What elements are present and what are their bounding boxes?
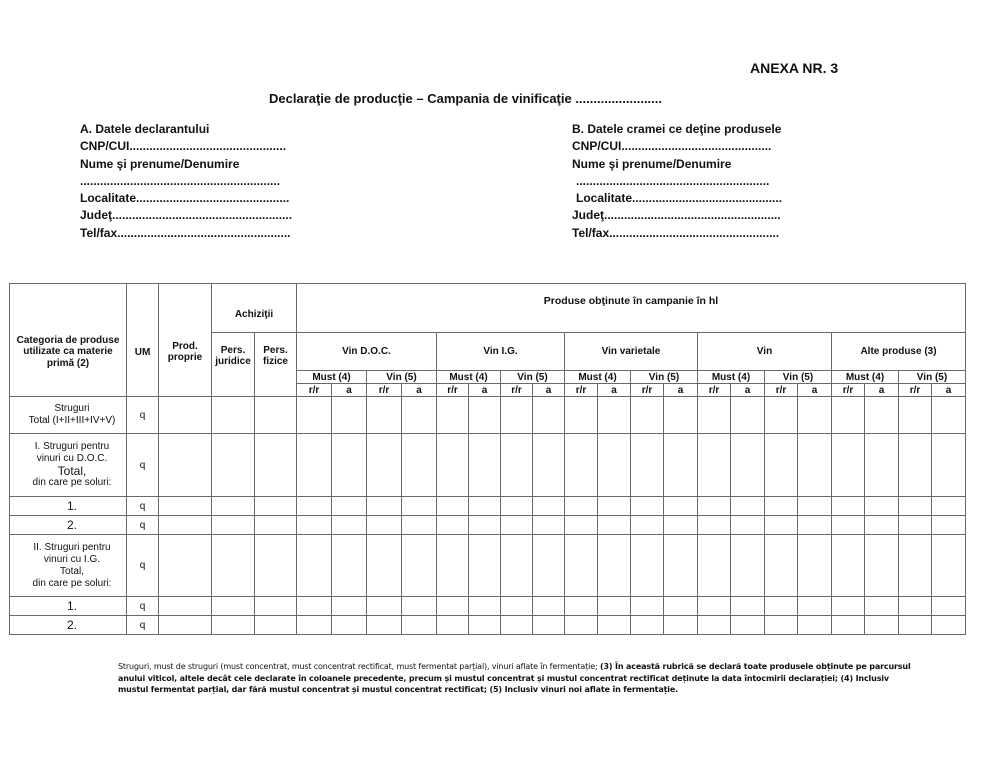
data-cell[interactable] xyxy=(255,535,297,597)
header-rr: r/r xyxy=(297,384,332,397)
data-cell[interactable] xyxy=(565,535,598,597)
data-cell[interactable] xyxy=(402,535,437,597)
data-cell[interactable] xyxy=(798,516,832,535)
data-cell[interactable] xyxy=(598,497,631,516)
data-cell[interactable] xyxy=(664,616,698,635)
data-cell[interactable] xyxy=(698,434,731,497)
data-cell[interactable] xyxy=(598,516,631,535)
header-prod-proprie: Prod. proprie xyxy=(159,284,212,397)
data-cell[interactable] xyxy=(402,616,437,635)
header-vin: Vin xyxy=(698,333,832,371)
data-cell[interactable] xyxy=(533,597,565,616)
data-cell[interactable] xyxy=(932,597,966,616)
header-rr: r/r xyxy=(832,384,865,397)
winery-phone-field[interactable]: Tel/fax................................................... xyxy=(572,225,780,240)
data-cell[interactable] xyxy=(698,497,731,516)
data-cell[interactable] xyxy=(731,516,765,535)
data-cell[interactable] xyxy=(765,597,798,616)
data-cell[interactable] xyxy=(932,516,966,535)
data-cell[interactable] xyxy=(631,597,664,616)
row-label-line: Struguri xyxy=(54,403,90,414)
data-cell[interactable] xyxy=(932,535,966,597)
declarant-name-label: Nume şi prenume/Denumire xyxy=(80,156,240,171)
row-um: q xyxy=(127,516,159,535)
data-cell[interactable] xyxy=(565,397,598,434)
declarant-locality-field[interactable]: Localitate.............................................. xyxy=(80,191,290,206)
data-cell[interactable] xyxy=(865,516,899,535)
data-cell[interactable] xyxy=(255,516,297,535)
data-cell[interactable] xyxy=(631,616,664,635)
data-cell[interactable] xyxy=(297,535,332,597)
data-cell[interactable] xyxy=(437,516,469,535)
row-label-line: vinuri cu D.O.C. xyxy=(36,453,108,464)
data-cell[interactable] xyxy=(932,497,966,516)
data-cell[interactable] xyxy=(664,535,698,597)
header-produse-obtinute: Produse obţinute în campanie în hl xyxy=(297,284,966,333)
data-cell[interactable] xyxy=(798,397,832,434)
data-cell[interactable] xyxy=(765,516,798,535)
data-cell[interactable] xyxy=(437,535,469,597)
header-rr: r/r xyxy=(367,384,402,397)
data-cell[interactable] xyxy=(255,397,297,434)
data-cell[interactable] xyxy=(367,497,402,516)
data-cell[interactable] xyxy=(865,597,899,616)
row-um: q xyxy=(127,397,159,434)
data-cell[interactable] xyxy=(698,516,731,535)
winery-name-field[interactable]: .......................................................... xyxy=(576,173,770,188)
data-cell[interactable] xyxy=(297,597,332,616)
data-cell[interactable] xyxy=(212,397,255,434)
data-cell[interactable] xyxy=(865,535,899,597)
annex-number: ANEXA NR. 3 xyxy=(750,60,839,76)
header-a: a xyxy=(402,384,437,397)
header-a: a xyxy=(469,384,501,397)
data-cell[interactable] xyxy=(765,616,798,635)
data-cell[interactable] xyxy=(469,597,501,616)
row-label-line: din care pe soluri: xyxy=(32,577,112,589)
row-label-line: 1. xyxy=(66,599,77,613)
data-cell[interactable] xyxy=(698,616,731,635)
data-cell[interactable] xyxy=(631,397,664,434)
data-cell[interactable] xyxy=(212,434,255,497)
data-cell[interactable] xyxy=(731,535,765,597)
data-cell[interactable] xyxy=(212,516,255,535)
data-cell[interactable] xyxy=(297,434,332,497)
header-rr: r/r xyxy=(698,384,731,397)
data-cell[interactable] xyxy=(332,397,367,434)
declarant-cnp-field[interactable]: CNP/CUI............................................... xyxy=(80,139,287,154)
header-a: a xyxy=(664,384,698,397)
data-cell[interactable] xyxy=(533,397,565,434)
data-cell[interactable] xyxy=(899,497,932,516)
row-category-label xyxy=(10,616,127,635)
data-cell[interactable] xyxy=(598,616,631,635)
data-cell[interactable] xyxy=(367,616,402,635)
header-vin-doc: Vin D.O.C. xyxy=(297,333,437,371)
row-category-label xyxy=(10,597,127,616)
data-cell[interactable] xyxy=(832,397,865,434)
row-category-label xyxy=(10,497,127,516)
winery-locality-field[interactable]: Localitate............................................. xyxy=(576,191,783,206)
data-cell[interactable] xyxy=(367,434,402,497)
data-cell[interactable] xyxy=(798,616,832,635)
header-rr: r/r xyxy=(765,384,798,397)
table-row xyxy=(10,535,966,597)
data-cell[interactable] xyxy=(469,516,501,535)
data-cell[interactable] xyxy=(731,397,765,434)
data-cell[interactable] xyxy=(598,434,631,497)
header-achizitii: Achiziţii xyxy=(212,284,297,333)
declarant-county-field[interactable]: Judeţ...................................................... xyxy=(80,208,293,223)
header-rr: r/r xyxy=(437,384,469,397)
data-cell[interactable] xyxy=(664,597,698,616)
data-cell[interactable] xyxy=(212,616,255,635)
footnote-3-4-5: (3) În această rubrică se declară toate produsele obținute pe parcursul anului viticol, altele decât cele declarate în coloanele precedente, precum și mustul concentrat și mustul concentrat rectificat deținute la data întocmirii declarației; (4) Inclusiv mustul fermentat parțial, dar fără mustul concentrat și mustul concentrat rectificat; (5) Inclusiv vinuri noi aflate în fermentație. xyxy=(118,662,911,694)
header-rr: r/r xyxy=(899,384,932,397)
header-rr: r/r xyxy=(631,384,664,397)
data-cell[interactable] xyxy=(332,597,367,616)
data-cell[interactable] xyxy=(832,497,865,516)
data-cell[interactable] xyxy=(565,434,598,497)
data-cell[interactable] xyxy=(437,497,469,516)
data-cell[interactable] xyxy=(899,535,932,597)
header-must-sub: Must (4) xyxy=(832,371,899,384)
row-label-line: I. Struguri pentru xyxy=(34,441,110,452)
data-cell[interactable] xyxy=(501,516,533,535)
header-vin-varietale: Vin varietale xyxy=(565,333,698,371)
data-cell[interactable] xyxy=(469,616,501,635)
data-cell[interactable] xyxy=(437,397,469,434)
data-cell[interactable] xyxy=(332,434,367,497)
data-cell[interactable] xyxy=(159,516,212,535)
data-cell[interactable] xyxy=(664,497,698,516)
header-must-sub: Must (4) xyxy=(437,371,501,384)
header-a: a xyxy=(533,384,565,397)
header-category: Categoria de produse utilizate ca materie primă (2) xyxy=(10,284,127,397)
data-cell[interactable] xyxy=(212,497,255,516)
data-cell[interactable] xyxy=(798,434,832,497)
data-cell[interactable] xyxy=(698,535,731,597)
data-cell[interactable] xyxy=(159,397,212,434)
data-cell[interactable] xyxy=(664,434,698,497)
data-cell[interactable] xyxy=(501,497,533,516)
data-cell[interactable] xyxy=(367,535,402,597)
winery-cnp-field[interactable]: CNP/CUI............................................. xyxy=(572,139,772,154)
data-cell[interactable] xyxy=(212,597,255,616)
data-cell[interactable] xyxy=(731,497,765,516)
data-cell[interactable] xyxy=(533,497,565,516)
data-cell[interactable] xyxy=(565,616,598,635)
data-cell[interactable] xyxy=(932,434,966,497)
data-cell[interactable] xyxy=(731,597,765,616)
data-cell[interactable] xyxy=(932,616,966,635)
data-cell[interactable] xyxy=(832,535,865,597)
table-row xyxy=(10,397,966,434)
header-must-sub: Must (4) xyxy=(297,371,367,384)
data-cell[interactable] xyxy=(159,597,212,616)
header-rr: r/r xyxy=(565,384,598,397)
data-cell[interactable] xyxy=(501,434,533,497)
table-row xyxy=(10,616,966,635)
data-cell[interactable] xyxy=(798,497,832,516)
header-a: a xyxy=(932,384,966,397)
winery-name-label: Nume şi prenume/Denumire xyxy=(572,156,732,171)
data-cell[interactable] xyxy=(731,434,765,497)
table-row xyxy=(10,597,966,616)
data-cell[interactable] xyxy=(565,516,598,535)
header-vin-sub: Vin (5) xyxy=(501,371,565,384)
data-cell[interactable] xyxy=(865,616,899,635)
data-cell[interactable] xyxy=(402,397,437,434)
data-cell[interactable] xyxy=(501,597,533,616)
header-a: a xyxy=(332,384,367,397)
data-cell[interactable] xyxy=(437,434,469,497)
header-a: a xyxy=(731,384,765,397)
data-cell[interactable] xyxy=(832,597,865,616)
row-um: q xyxy=(127,597,159,616)
data-cell[interactable] xyxy=(159,497,212,516)
data-cell[interactable] xyxy=(367,597,402,616)
data-cell[interactable] xyxy=(765,535,798,597)
header-rr: r/r xyxy=(501,384,533,397)
header-vin-sub: Vin (5) xyxy=(367,371,437,384)
data-cell[interactable] xyxy=(332,516,367,535)
data-cell[interactable] xyxy=(865,397,899,434)
row-category-label xyxy=(10,397,127,434)
header-vin-ig: Vin I.G. xyxy=(437,333,565,371)
row-category-label xyxy=(10,535,127,597)
data-cell[interactable] xyxy=(765,497,798,516)
data-cell[interactable] xyxy=(297,616,332,635)
data-cell[interactable] xyxy=(631,497,664,516)
data-cell[interactable] xyxy=(469,397,501,434)
data-cell[interactable] xyxy=(865,497,899,516)
data-cell[interactable] xyxy=(565,597,598,616)
data-cell[interactable] xyxy=(297,516,332,535)
table-row xyxy=(10,516,966,535)
data-cell[interactable] xyxy=(899,434,932,497)
header-must-sub: Must (4) xyxy=(698,371,765,384)
row-category-label xyxy=(10,516,127,535)
table-row xyxy=(10,497,966,516)
data-cell[interactable] xyxy=(664,397,698,434)
section-a-heading: A. Datele declarantului xyxy=(80,122,210,136)
row-label-line: 2. xyxy=(66,618,77,632)
data-cell[interactable] xyxy=(367,397,402,434)
data-cell[interactable] xyxy=(402,434,437,497)
header-vin-sub: Vin (5) xyxy=(631,371,698,384)
data-cell[interactable] xyxy=(437,597,469,616)
table-row xyxy=(10,434,966,497)
row-label-line: 2. xyxy=(66,518,77,532)
data-cell[interactable] xyxy=(402,597,437,616)
data-cell[interactable] xyxy=(598,535,631,597)
data-cell[interactable] xyxy=(501,397,533,434)
header-must-sub: Must (4) xyxy=(565,371,631,384)
header-vin-sub: Vin (5) xyxy=(765,371,832,384)
declarant-name-field[interactable]: ............................................................ xyxy=(80,173,281,188)
data-cell[interactable] xyxy=(731,616,765,635)
declarant-data-section xyxy=(80,121,292,242)
header-pers-juridice: Pers. juridice xyxy=(212,333,255,397)
data-cell[interactable] xyxy=(501,616,533,635)
row-label-line: II. Struguri pentru xyxy=(33,541,111,553)
data-cell[interactable] xyxy=(765,397,798,434)
data-cell[interactable] xyxy=(698,397,731,434)
production-table xyxy=(9,283,966,635)
data-cell[interactable] xyxy=(698,597,731,616)
data-cell[interactable] xyxy=(865,434,899,497)
page-title: Declaraţie de producţie – Campania de vinificaţie ........................ xyxy=(269,91,663,106)
winery-data-section xyxy=(572,121,782,242)
data-cell[interactable] xyxy=(332,535,367,597)
data-cell[interactable] xyxy=(367,516,402,535)
row-label-line: 1. xyxy=(66,499,77,513)
data-cell[interactable] xyxy=(159,434,212,497)
header-a: a xyxy=(598,384,631,397)
data-cell[interactable] xyxy=(501,535,533,597)
declarant-phone-field[interactable]: Tel/fax.................................................... xyxy=(80,225,291,240)
data-cell[interactable] xyxy=(899,397,932,434)
header-alte-produse: Alte produse (3) xyxy=(832,333,966,371)
data-cell[interactable] xyxy=(664,516,698,535)
data-cell[interactable] xyxy=(533,616,565,635)
data-cell[interactable] xyxy=(765,434,798,497)
data-cell[interactable] xyxy=(402,497,437,516)
data-cell[interactable] xyxy=(469,434,501,497)
data-cell[interactable] xyxy=(631,516,664,535)
winery-county-field[interactable]: Judeţ..................................................... xyxy=(572,208,781,223)
header-vin-sub: Vin (5) xyxy=(899,371,966,384)
data-cell[interactable] xyxy=(832,516,865,535)
data-cell[interactable] xyxy=(533,434,565,497)
data-cell[interactable] xyxy=(598,597,631,616)
data-cell[interactable] xyxy=(798,597,832,616)
footnotes xyxy=(118,661,918,696)
data-cell[interactable] xyxy=(631,434,664,497)
row-um: q xyxy=(127,616,159,635)
row-label-line: din care pe soluri: xyxy=(32,477,112,488)
data-cell[interactable] xyxy=(255,497,297,516)
header-a: a xyxy=(865,384,899,397)
data-cell[interactable] xyxy=(212,535,255,597)
header-pers-fizice: Pers. fizice xyxy=(255,333,297,397)
data-cell[interactable] xyxy=(598,397,631,434)
section-b-heading: B. Datele cramei ce deţine produsele xyxy=(572,122,782,136)
data-cell[interactable] xyxy=(159,616,212,635)
row-um: q xyxy=(127,434,159,497)
data-cell[interactable] xyxy=(899,616,932,635)
header-um: UM xyxy=(127,284,159,397)
data-cell[interactable] xyxy=(469,497,501,516)
row-label-line: Total (I+II+III+IV+V) xyxy=(28,415,116,426)
data-cell[interactable] xyxy=(332,616,367,635)
data-cell[interactable] xyxy=(832,616,865,635)
data-cell[interactable] xyxy=(899,516,932,535)
row-um: q xyxy=(127,497,159,516)
row-label-line: Total, xyxy=(60,565,84,577)
data-cell[interactable] xyxy=(533,535,565,597)
data-cell[interactable] xyxy=(469,535,501,597)
footnote-2: Struguri, must de struguri (must concentrat, must concentrat rectificat, must fermentat parțial), vinuri aflate în fermentație; xyxy=(118,662,600,671)
data-cell[interactable] xyxy=(255,616,297,635)
row-label-line: vinuri cu I.G. xyxy=(43,553,101,565)
data-cell[interactable] xyxy=(255,597,297,616)
data-cell[interactable] xyxy=(832,434,865,497)
data-cell[interactable] xyxy=(899,597,932,616)
data-cell[interactable] xyxy=(798,535,832,597)
row-category-label xyxy=(10,434,127,497)
data-cell[interactable] xyxy=(932,397,966,434)
data-cell[interactable] xyxy=(533,516,565,535)
row-label-line: Total, xyxy=(57,464,87,478)
data-cell[interactable] xyxy=(159,535,212,597)
data-cell[interactable] xyxy=(297,397,332,434)
row-um: q xyxy=(127,535,159,597)
data-cell[interactable] xyxy=(255,434,297,497)
data-cell[interactable] xyxy=(631,535,664,597)
data-cell[interactable] xyxy=(402,516,437,535)
header-a: a xyxy=(798,384,832,397)
data-cell[interactable] xyxy=(565,497,598,516)
data-cell[interactable] xyxy=(297,497,332,516)
data-cell[interactable] xyxy=(332,497,367,516)
data-cell[interactable] xyxy=(437,616,469,635)
